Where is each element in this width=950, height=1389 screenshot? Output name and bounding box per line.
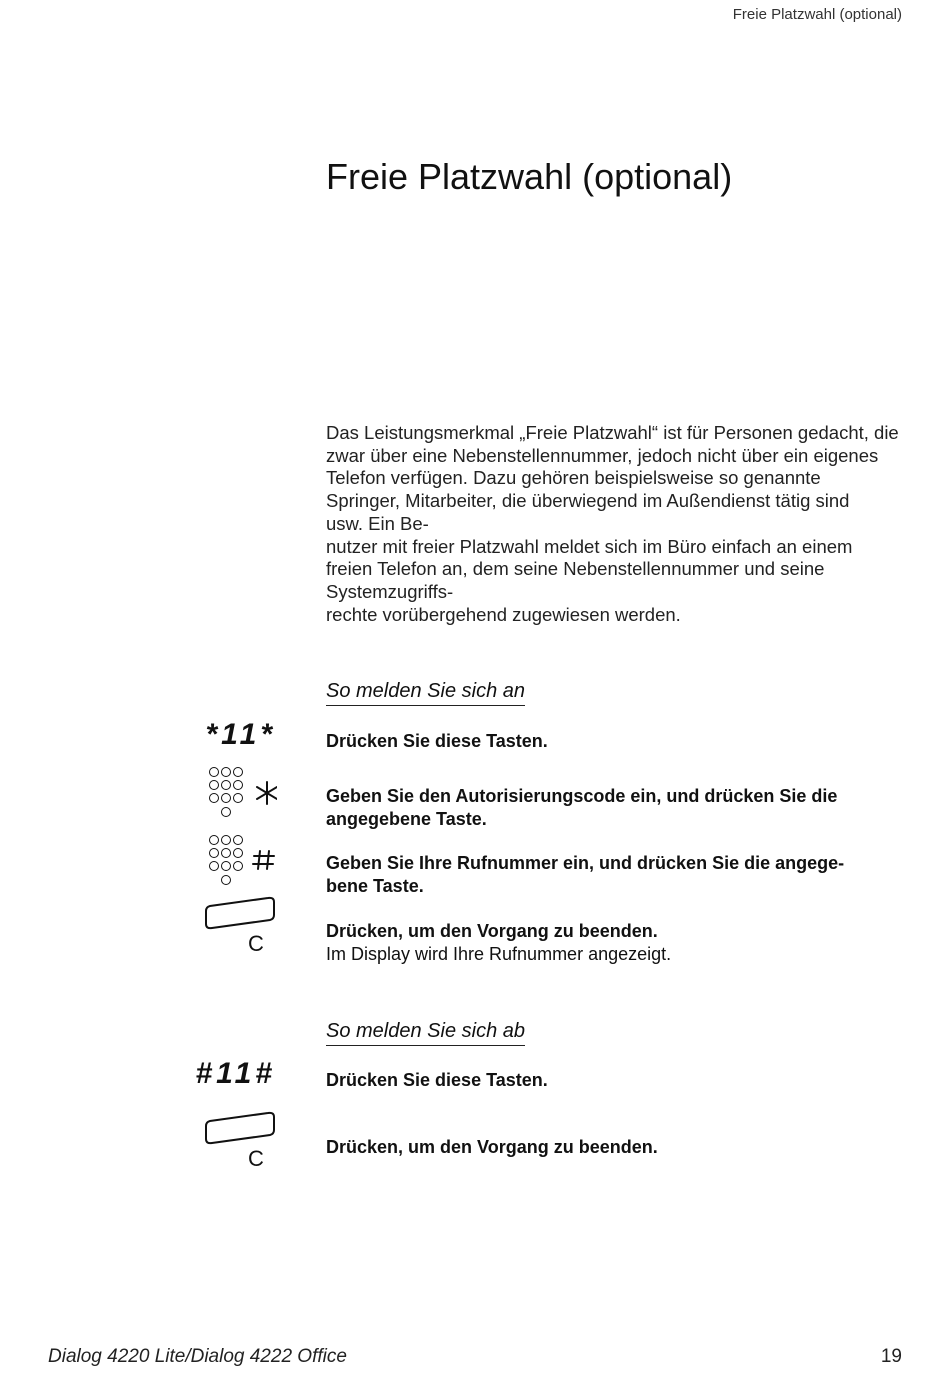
login-step3-line: Geben Sie Ihre Rufnummer ein, und drücken Sie die angege-	[326, 853, 845, 873]
intro-line: Systemzugriffs-	[326, 580, 454, 602]
intro-line: usw. Ein Be-	[326, 512, 429, 534]
login-step2-line: angegebene Taste.	[326, 808, 487, 829]
clear-key-label: C	[248, 1146, 264, 1170]
logout-step2-text	[326, 1136, 916, 1159]
clear-key-label: C	[248, 931, 264, 955]
intro-line: Springer, Mitarbeiter, die überwiegend im Außendienst tätig sind	[326, 490, 850, 512]
login-step4-note: Im Display wird Ihre Rufnummer angezeigt.	[326, 943, 672, 964]
logout-step2-bold: Drücken, um den Vorgang zu beenden.	[326, 1137, 658, 1157]
login-step2-line: Geben Sie den Autorisierungscode ein, und drücken Sie die	[326, 786, 838, 806]
logout-step1-text	[326, 1069, 916, 1092]
logout-step1-label: Drücken Sie diese Tasten.	[326, 1070, 548, 1090]
login-step3-text	[326, 852, 916, 897]
intro-line: Telefon verfügen. Dazu gehören beispielsweise so genannte	[326, 467, 821, 489]
login-step3-line: bene Taste.	[326, 875, 424, 896]
intro-line: zwar über eine Nebenstellennummer, jedoch nicht über ein eigenes	[326, 444, 879, 466]
login-step4-text	[326, 920, 916, 965]
intro-line: Das Leistungsmerkmal „Freie Platzwahl“ ist für Personen gedacht, die	[326, 422, 899, 443]
clear-key-icon	[200, 893, 280, 955]
login-heading: So melden Sie sich an	[326, 680, 525, 706]
logout-heading: So melden Sie sich ab	[326, 1020, 525, 1046]
footer-model: Dialog 4220 Lite/Dialog 4222 Office	[48, 1346, 347, 1367]
logout-key-sequence: #11#	[195, 1057, 276, 1090]
page-title: Freie Platzwahl (optional)	[326, 156, 733, 197]
login-step2-text	[326, 785, 916, 830]
clear-key-icon	[200, 1108, 280, 1170]
intro-line: nutzer mit freier Platzwahl meldet sich im Büro einfach an einem	[326, 535, 853, 557]
intro-line: rechte vorübergehend zugewiesen werden.	[326, 603, 681, 625]
intro-line: freien Telefon an, dem seine Nebenstellennummer und seine	[326, 558, 825, 580]
login-step1-label: Drücken Sie diese Tasten.	[326, 731, 548, 751]
login-key-sequence: *11*	[205, 718, 276, 751]
keypad-star-icon	[205, 765, 277, 823]
login-step4-bold: Drücken, um den Vorgang zu beenden.	[326, 921, 658, 941]
keypad-hash-icon	[205, 833, 277, 891]
login-step1-text	[326, 730, 916, 753]
intro-paragraph	[326, 422, 916, 626]
running-header: Freie Platzwahl (optional)	[732, 6, 902, 23]
page-number: 19	[880, 1346, 902, 1367]
